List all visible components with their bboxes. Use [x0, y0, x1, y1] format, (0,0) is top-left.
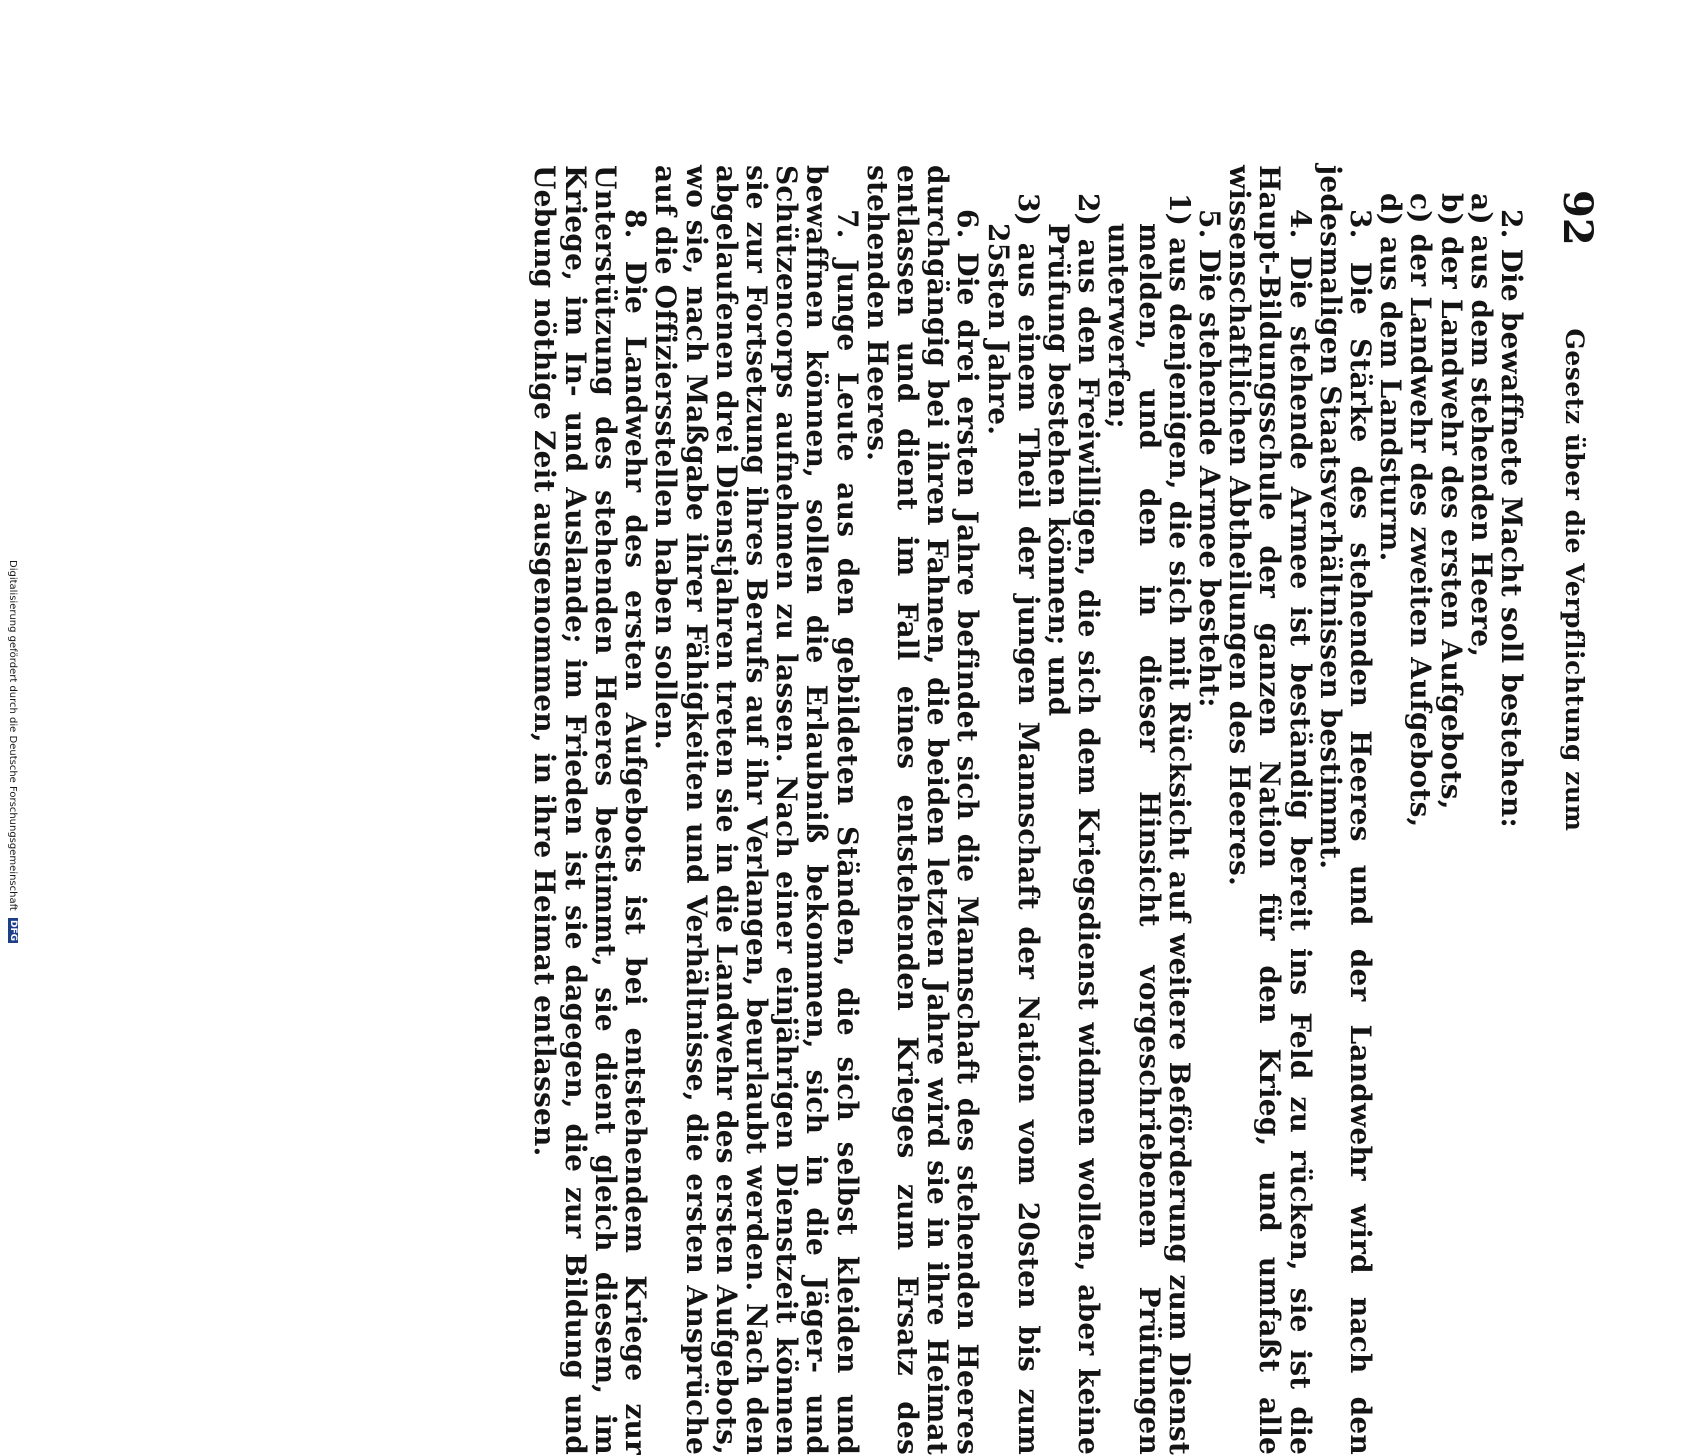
paragraph: 2. Die bewaffnete Macht soll bestehen:	[1495, 209, 1528, 828]
paragraph: 3. Die Stärke des stehenden Heeres und der Landwehr wird nach den jedesmaligen Staatsverhältnissen bestimmt.	[1313, 165, 1377, 1455]
dfg-logo: DFG	[8, 920, 18, 942]
page-header	[1541, 190, 1601, 890]
digitization-stamp	[7, 560, 18, 943]
paragraph: 4. Die stehende Armee ist beständig bereit ins Feld zu rücken, sie ist die Haupt-Bildungsschule der ganzen Nation für den Krieg, und umfaßt alle wissenschaftlichen Abtheilungen des Heeres.	[1223, 165, 1317, 1455]
list-item: 1) aus denjenigen, die sich mit Rücksicht auf weitere Beförderung zum Dienst melden, und den in dieser Hinsicht vorgeschriebenen Prüfungen unterwerfen;	[1102, 193, 1196, 1455]
list-item: d) aus dem Landsturm.	[1374, 193, 1408, 562]
list-item: b) der Landwehr des ersten Aufgebots,	[1434, 193, 1468, 810]
paragraph: 8. Die Landwehr des ersten Aufgebots ist bei entstehendem Kriege zur Unterstützung des stehenden Heeres bestimmt, sie dient gleich diesem, im Kriege, im In- und Auslande; im Frieden ist sie dagegen, die zur Bildung und Uebung nöthige Zeit ausgenommen, in ihre Heimat entlassen.	[528, 165, 653, 1455]
running-title: Gesetz über die Verpflichtung zum	[1560, 328, 1589, 832]
paragraph: 6. Die drei ersten Jahre befindet sich die Mannschaft des stehenden Heeres durchgängig bei ihren Fahnen, die beiden letzten Jahre wird sie in ihre Heimat entlassen und dient im Fall eines entstehenden Krieges zum Ersatz des stehenden Heeres.	[860, 165, 985, 1455]
body-text	[529, 165, 1526, 1455]
list-item: c) der Landwehr des zweiten Aufgebots,	[1404, 193, 1438, 828]
list-item: 2) aus den Freiwilligen, die sich dem Kriegsdienst widmen wollen, aber keine Prüfung bestehen können; und	[1041, 193, 1106, 1455]
list-item: 3) aus einem Theil der jungen Mannschaft der Nation vom 20sten bis zum 25sten Jahre.	[981, 193, 1045, 1455]
digitization-note: Digitalisierung gefördert durch die Deutsche Forschungsgemeinschaft	[7, 560, 18, 911]
paragraph: 7. Junge Leute aus den gebildeten Ständen, die sich selbst kleiden und bewaffnen können, sollen die Erlaubniß bekommen, sich in die Jäger- und Schützencorps aufnehmen zu lassen. Nach einer einjährigen Dienstzeit können sie zur Fortsetzung ihres Berufs auf ihr Verlangen, beurlaubt werden. Nach den abgelaufenen drei Dienstjahren treten sie in die Landwehr des ersten Aufgebots, wo sie, nach Maßgabe ihrer Fähigkeiten und Verhältnisse, die ersten Ansprüche auf die Offiziersstellen haben sollen.	[649, 165, 864, 1455]
page-number: 92	[1554, 190, 1601, 246]
list-item: a) aus dem stehenden Heere,	[1464, 193, 1498, 658]
paragraph: 5. Die stehende Armee besteht:	[1192, 209, 1226, 708]
